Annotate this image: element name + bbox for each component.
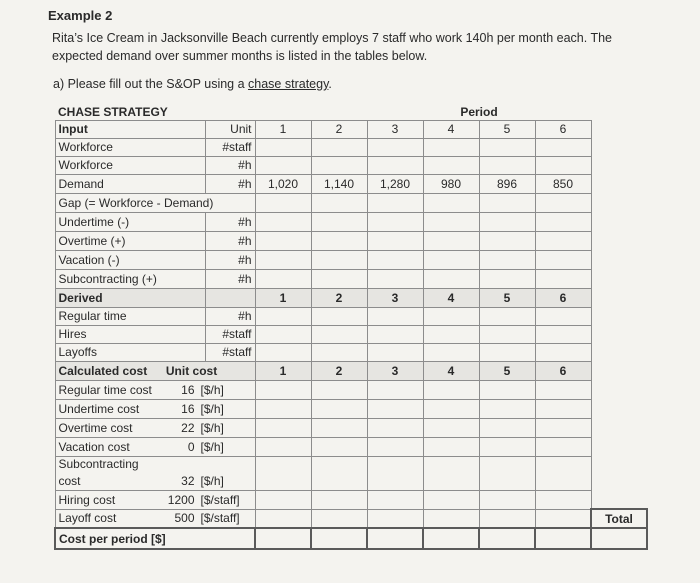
input-cell[interactable] — [535, 399, 591, 418]
input-cell[interactable] — [423, 212, 479, 231]
task-prefix: a) Please fill out the S&OP using a — [53, 77, 249, 91]
input-cell[interactable] — [423, 138, 479, 156]
cost-unit: [$/h] — [200, 420, 224, 435]
input-cell[interactable] — [255, 380, 311, 399]
gap-header-row — [55, 193, 647, 212]
input-cell[interactable] — [255, 528, 311, 549]
input-cell[interactable] — [423, 343, 479, 361]
input-cell[interactable] — [423, 250, 479, 269]
input-cell[interactable] — [311, 325, 367, 343]
period-cell: 4 — [423, 361, 479, 380]
row-label: Layoffs — [55, 343, 205, 361]
input-cell[interactable] — [479, 138, 535, 156]
cost-value: 32 — [181, 473, 195, 488]
input-cell[interactable] — [255, 231, 311, 250]
problem-statement: Rita’s Ice Cream in Jacksonville Beach currently employs 7 staff who work 140h per month each. The expected demand over summer months is listed in the tables below. — [52, 31, 612, 63]
row-unit: #h — [205, 212, 255, 231]
input-cell[interactable] — [479, 156, 535, 174]
input-cell[interactable] — [535, 212, 591, 231]
input-cell[interactable] — [423, 418, 479, 437]
period-cell: 6 — [535, 361, 591, 380]
input-cell[interactable] — [255, 490, 311, 509]
overtime-row — [55, 231, 647, 250]
input-cell[interactable] — [367, 307, 423, 325]
input-cell[interactable] — [535, 231, 591, 250]
input-cell[interactable] — [255, 456, 311, 490]
input-cell[interactable] — [255, 399, 311, 418]
row-label: Vacation (-) — [55, 250, 205, 269]
input-cell[interactable] — [423, 231, 479, 250]
period-cell: 2 — [311, 288, 367, 307]
input-cell[interactable] — [255, 138, 311, 156]
cost-label: Regular time cost — [58, 382, 152, 397]
period-cell: 6 — [535, 288, 591, 307]
row-unit: #h — [205, 250, 255, 269]
input-cell[interactable] — [535, 307, 591, 325]
period-cell: 2 — [311, 120, 367, 138]
cost-label: Overtime cost — [58, 420, 133, 435]
total-label: Total — [591, 509, 647, 528]
cost-unit: [$/staff] — [200, 511, 240, 526]
input-cell[interactable] — [255, 325, 311, 343]
input-cell[interactable] — [479, 490, 535, 509]
input-cell[interactable] — [479, 380, 535, 399]
input-label: Input — [55, 120, 205, 138]
subcontracting-row — [55, 269, 647, 288]
period-cell: 5 — [479, 288, 535, 307]
overtime-cost-row — [55, 418, 647, 437]
input-cell[interactable] — [423, 307, 479, 325]
example-heading: Example 2 — [48, 8, 113, 23]
calc-label: Calculated cost — [58, 363, 148, 378]
row-unit: #staff — [205, 325, 255, 343]
input-cell[interactable] — [479, 269, 535, 288]
row-unit: #h — [205, 156, 255, 174]
input-cell[interactable] — [311, 399, 367, 418]
cost-unit: [$/h] — [200, 439, 224, 454]
input-cell[interactable] — [535, 325, 591, 343]
period-cell: 1 — [255, 361, 311, 380]
period-cell: 3 — [367, 120, 423, 138]
gap-label: Gap (= Workforce - Demand) — [55, 193, 255, 212]
row-label: Undertime (-) — [55, 212, 205, 231]
input-cell[interactable] — [367, 490, 423, 509]
input-cell[interactable] — [367, 325, 423, 343]
cost-label-line2: cost — [58, 473, 81, 488]
input-cell[interactable] — [311, 380, 367, 399]
cost-per-period-row — [55, 528, 647, 549]
task-suffix: . — [328, 77, 332, 91]
input-cell[interactable] — [367, 212, 423, 231]
input-cell[interactable] — [311, 307, 367, 325]
input-cell[interactable] — [535, 509, 591, 528]
cost-value: 500 — [174, 511, 195, 526]
derived-label: Derived — [55, 288, 205, 307]
period-cell: 3 — [367, 288, 423, 307]
regular-time-cost-row — [55, 380, 647, 399]
input-cell[interactable] — [311, 343, 367, 361]
table-title: CHASE STRATEGY — [58, 105, 168, 120]
input-cell[interactable] — [479, 528, 535, 549]
cost-unit: [$/h] — [200, 473, 224, 488]
input-cell[interactable] — [479, 212, 535, 231]
input-cell[interactable] — [367, 343, 423, 361]
input-cell[interactable] — [311, 138, 367, 156]
input-cell[interactable] — [367, 380, 423, 399]
row-label: Workforce — [55, 138, 205, 156]
cost-descriptor — [55, 418, 255, 437]
input-cell[interactable] — [479, 509, 535, 528]
cost-label: Vacation cost — [58, 439, 130, 454]
input-cell[interactable] — [423, 437, 479, 456]
period-cell: 5 — [479, 361, 535, 380]
chase-strategy-link: chase strategy — [248, 77, 329, 91]
period-cell: 1 — [255, 120, 311, 138]
row-label: Regular time — [55, 307, 205, 325]
input-cell[interactable] — [423, 490, 479, 509]
demand-row — [55, 174, 647, 193]
cost-unit: [$/h] — [200, 382, 224, 397]
input-cell[interactable] — [367, 528, 423, 549]
input-cell[interactable] — [367, 269, 423, 288]
input-cell[interactable] — [255, 307, 311, 325]
vacation-row — [55, 250, 647, 269]
input-cell[interactable] — [367, 456, 423, 490]
title-row — [55, 105, 647, 120]
row-unit: #h — [205, 174, 255, 193]
input-cell[interactable] — [423, 456, 479, 490]
input-cell[interactable] — [479, 250, 535, 269]
row-unit: #h — [205, 231, 255, 250]
regular-time-row — [55, 307, 647, 325]
input-cell[interactable] — [255, 343, 311, 361]
input-cell[interactable] — [479, 456, 535, 490]
workforce-hours-row — [55, 156, 647, 174]
input-cell[interactable] — [423, 269, 479, 288]
input-cell[interactable] — [255, 437, 311, 456]
cost-value: 0 — [187, 439, 195, 454]
cost-unit: [$/h] — [200, 401, 224, 416]
input-cell[interactable] — [535, 418, 591, 437]
row-unit: #staff — [205, 343, 255, 361]
demand-value: 1,280 — [367, 174, 423, 193]
input-cell[interactable] — [367, 509, 423, 528]
input-cell[interactable] — [479, 307, 535, 325]
cost-label: Undertime cost — [58, 401, 140, 416]
demand-value: 1,140 — [311, 174, 367, 193]
vacation-cost-row — [55, 437, 647, 456]
input-cell[interactable] — [255, 212, 311, 231]
input-cell[interactable] — [423, 156, 479, 174]
row-label: Demand — [55, 174, 205, 193]
undertime-row — [55, 212, 647, 231]
period-cell: 6 — [535, 120, 591, 138]
demand-value: 896 — [479, 174, 535, 193]
input-cell[interactable] — [311, 456, 367, 490]
input-cell[interactable] — [479, 325, 535, 343]
input-cell[interactable] — [367, 399, 423, 418]
total-value-cell[interactable] — [591, 528, 647, 549]
input-cell[interactable] — [367, 138, 423, 156]
unit-cost-label: Unit cost — [165, 363, 218, 378]
unit-header: Unit — [205, 120, 255, 138]
input-cell[interactable] — [311, 269, 367, 288]
input-cell[interactable] — [311, 250, 367, 269]
input-cell[interactable] — [367, 156, 423, 174]
input-cell[interactable] — [311, 528, 367, 549]
input-cell[interactable] — [423, 528, 479, 549]
period-cell: 4 — [423, 120, 479, 138]
cost-descriptor — [55, 399, 255, 418]
input-cell[interactable] — [255, 250, 311, 269]
input-cell[interactable] — [311, 509, 367, 528]
input-cell[interactable] — [311, 156, 367, 174]
input-cell[interactable] — [255, 418, 311, 437]
input-cell[interactable] — [255, 269, 311, 288]
subcontracting-cost-row — [55, 456, 647, 490]
cost-unit: [$/staff] — [200, 492, 240, 507]
input-cell[interactable] — [535, 156, 591, 174]
row-label: Hires — [55, 325, 205, 343]
input-cell[interactable] — [367, 250, 423, 269]
input-cell[interactable] — [311, 437, 367, 456]
input-cell[interactable] — [535, 138, 591, 156]
input-cell[interactable] — [367, 437, 423, 456]
cost-descriptor — [55, 437, 255, 456]
input-cell[interactable] — [535, 269, 591, 288]
cost-value: 1200 — [167, 492, 195, 507]
input-cell[interactable] — [479, 437, 535, 456]
input-cell[interactable] — [423, 399, 479, 418]
input-cell[interactable] — [311, 490, 367, 509]
period-cell: 1 — [255, 288, 311, 307]
hires-row — [55, 325, 647, 343]
period-cell: 4 — [423, 288, 479, 307]
layoffs-row — [55, 343, 647, 361]
input-cell[interactable] — [255, 509, 311, 528]
input-cell[interactable] — [535, 528, 591, 549]
task-instruction — [53, 77, 332, 91]
input-header-row — [55, 120, 647, 138]
cost-descriptor — [55, 380, 255, 399]
row-unit: #h — [205, 269, 255, 288]
input-cell[interactable] — [311, 231, 367, 250]
input-cell[interactable] — [479, 418, 535, 437]
input-cell[interactable] — [311, 418, 367, 437]
undertime-cost-row — [55, 399, 647, 418]
input-cell[interactable] — [479, 399, 535, 418]
cost-value: 16 — [181, 401, 195, 416]
row-label: Subcontracting (+) — [55, 269, 205, 288]
period-cell: 5 — [479, 120, 535, 138]
cost-label-line1: Subcontracting — [58, 456, 139, 471]
input-cell[interactable] — [535, 490, 591, 509]
workforce-staff-row — [55, 138, 647, 156]
period-cell: 3 — [367, 361, 423, 380]
input-cell[interactable] — [535, 343, 591, 361]
demand-value: 850 — [535, 174, 591, 193]
row-unit: #staff — [205, 138, 255, 156]
cost-value: 22 — [181, 420, 195, 435]
input-cell[interactable] — [535, 456, 591, 490]
cost-value: 16 — [181, 382, 195, 397]
demand-value: 980 — [423, 174, 479, 193]
input-cell[interactable] — [423, 325, 479, 343]
input-cell[interactable] — [479, 343, 535, 361]
cost-descriptor — [55, 456, 255, 490]
period-cell: 2 — [311, 361, 367, 380]
row-label: Overtime (+) — [55, 231, 205, 250]
layoff-cost-row — [55, 509, 647, 528]
input-cell[interactable] — [535, 380, 591, 399]
row-label: Workforce — [55, 156, 205, 174]
demand-value: 1,020 — [255, 174, 311, 193]
input-cell[interactable] — [423, 380, 479, 399]
period-header: Period — [460, 105, 498, 120]
cost-label: Layoff cost — [58, 511, 117, 526]
cost-per-period-label: Cost per period [$] — [55, 528, 255, 549]
row-unit: #h — [205, 307, 255, 325]
input-cell[interactable] — [423, 509, 479, 528]
hiring-cost-row — [55, 490, 647, 509]
cost-label: Hiring cost — [58, 492, 116, 507]
input-cell[interactable] — [535, 437, 591, 456]
input-cell[interactable] — [367, 418, 423, 437]
input-cell[interactable] — [535, 250, 591, 269]
derived-header-row — [55, 288, 647, 307]
input-cell[interactable] — [311, 212, 367, 231]
cost-descriptor — [55, 509, 255, 528]
sop-table — [54, 105, 648, 550]
input-cell[interactable] — [367, 231, 423, 250]
calc-header — [55, 361, 255, 380]
cost-descriptor — [55, 490, 255, 509]
input-cell[interactable] — [479, 231, 535, 250]
input-cell[interactable] — [255, 156, 311, 174]
calculated-cost-header-row — [55, 361, 647, 380]
